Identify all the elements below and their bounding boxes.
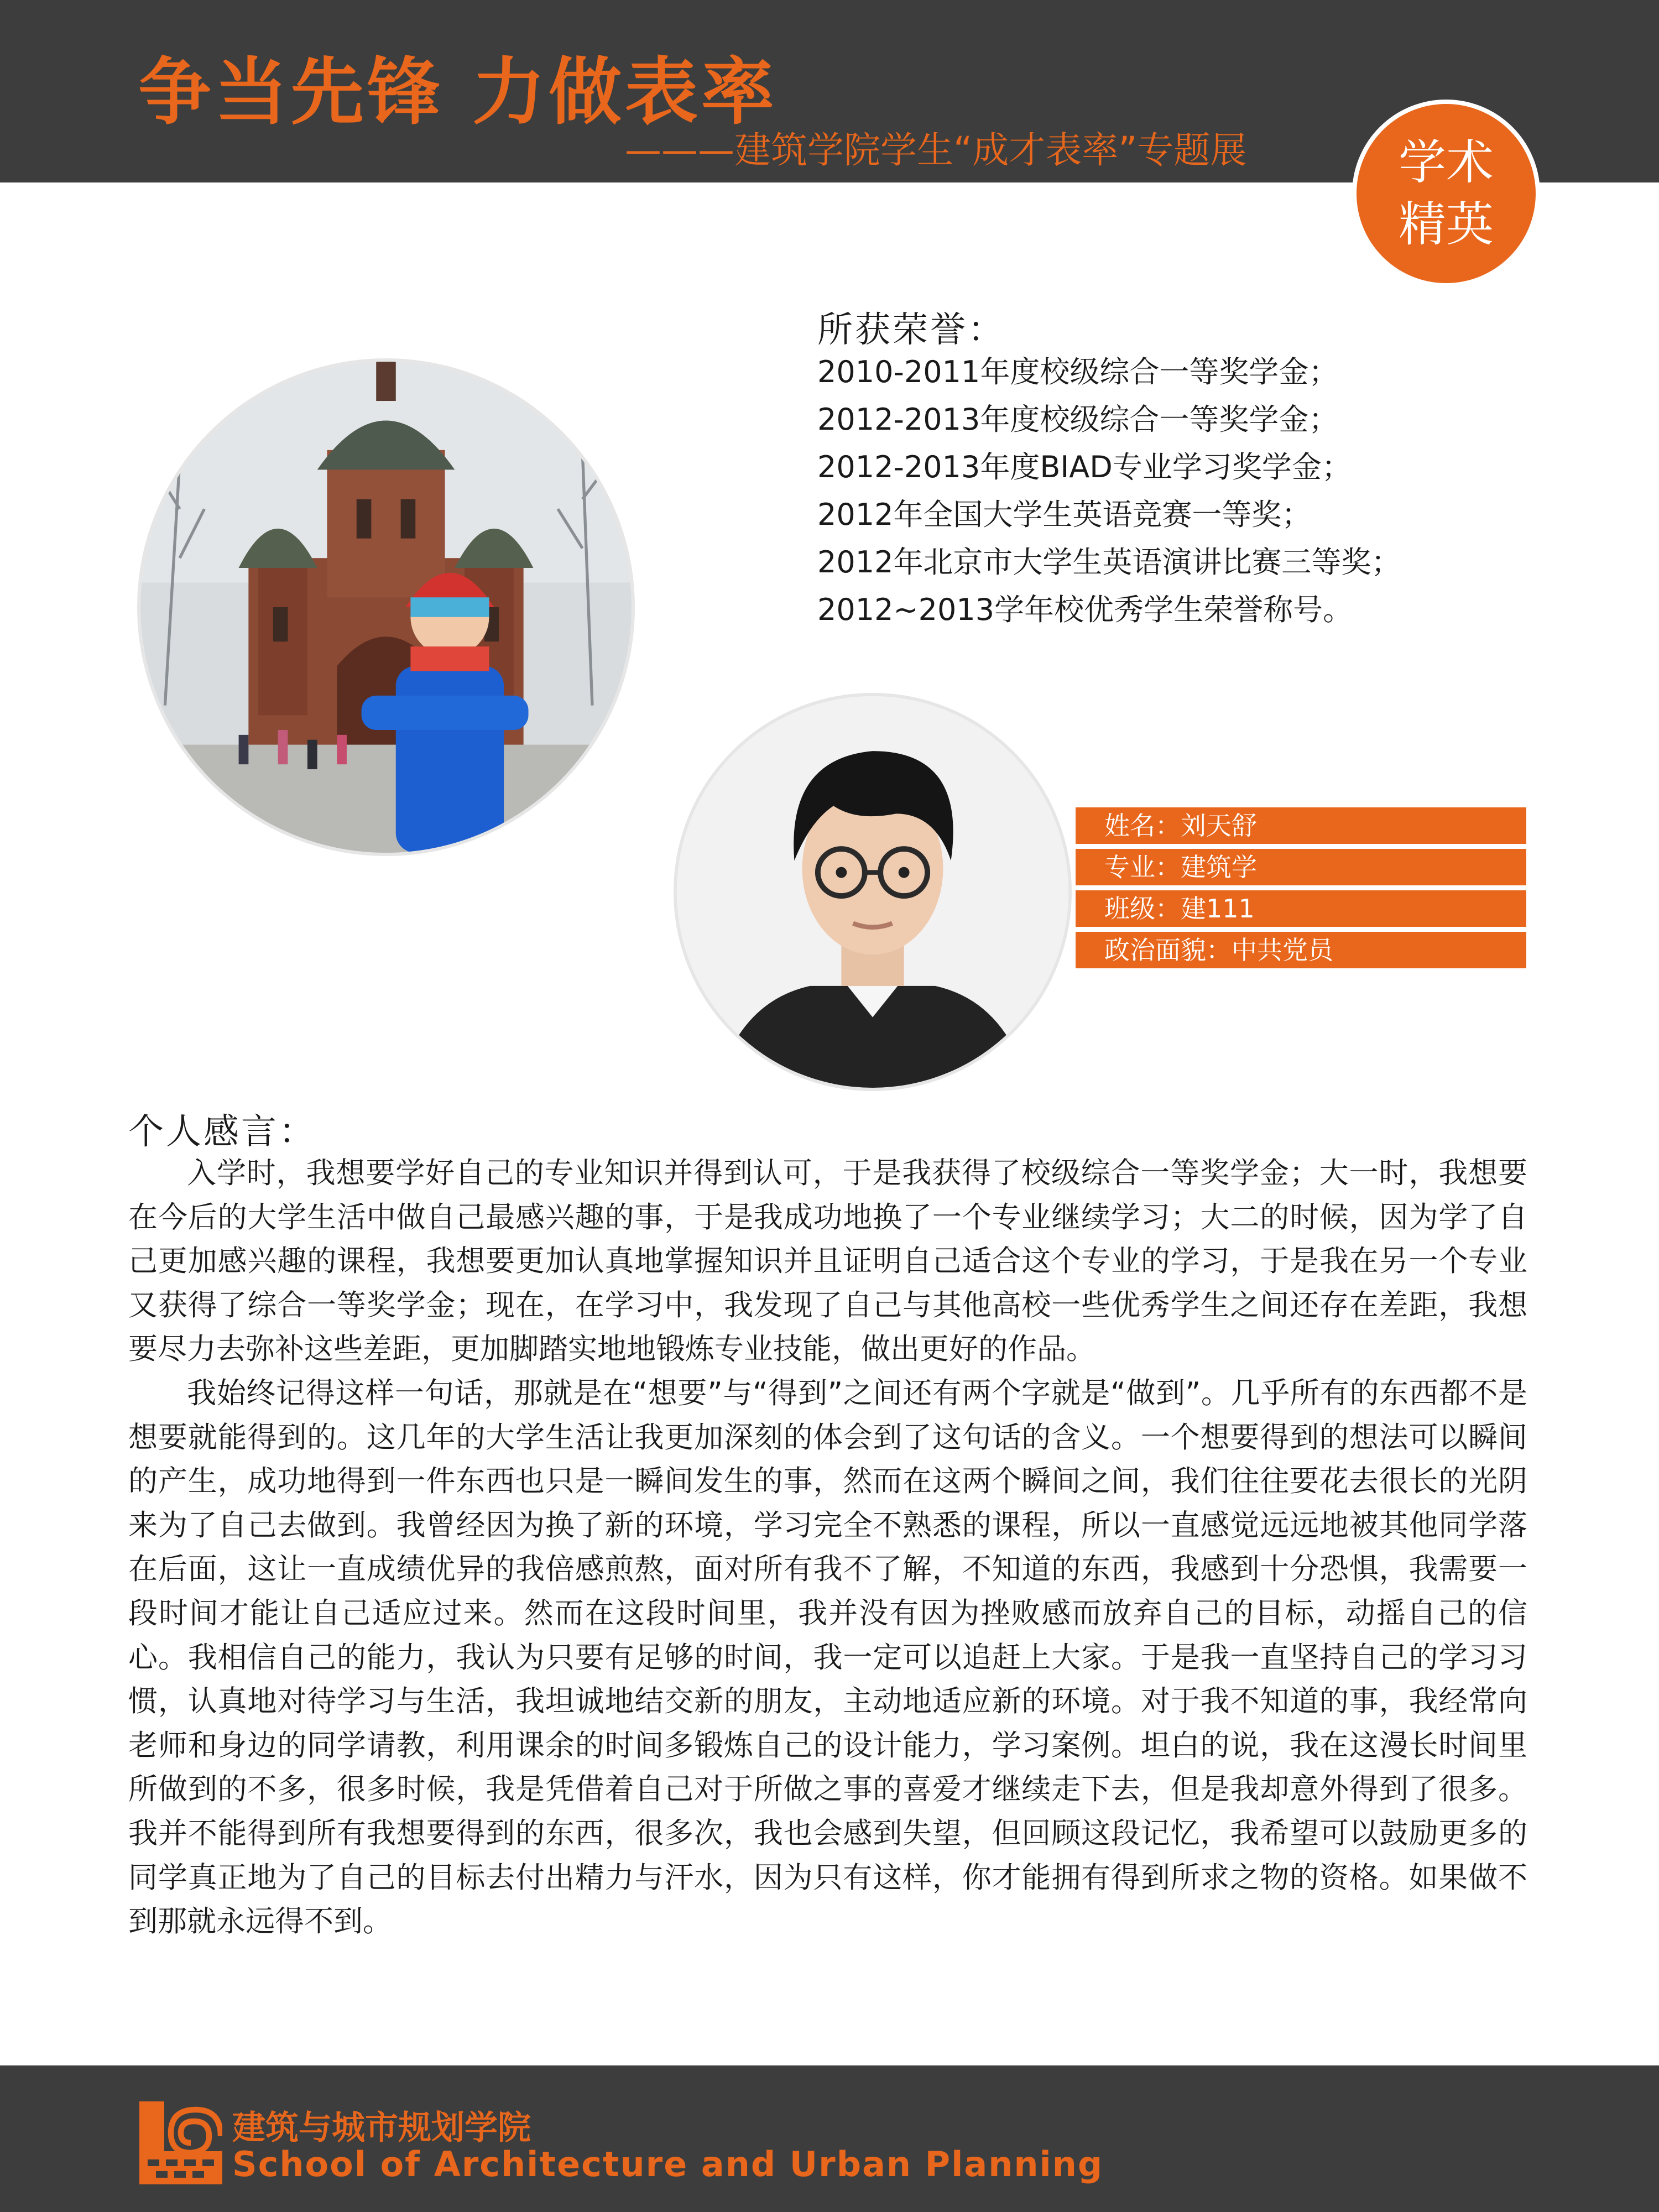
school-name-cn: 建筑与城市规划学院 bbox=[232, 2109, 531, 2147]
honor-item: 2012-2013年度BIAD专业学习奖学金； bbox=[817, 450, 1352, 484]
profile-class: 班级：建111 bbox=[1076, 890, 1526, 927]
category-badge bbox=[1352, 100, 1540, 288]
honors-list bbox=[817, 348, 1401, 634]
page-title: 争当先锋 力做表率 bbox=[138, 50, 778, 135]
page-subtitle: ———建筑学院学生“成才表率”专题展 bbox=[625, 129, 1247, 171]
cathedral-photo-image bbox=[140, 362, 632, 853]
spiral-logo-icon bbox=[139, 2101, 222, 2184]
cathedral-photo bbox=[137, 358, 635, 856]
footer-bar bbox=[0, 2065, 1659, 2212]
honor-item: 2012-2013年度校级综合一等奖学金； bbox=[817, 402, 1339, 437]
essay-paragraph: 入学时，我想要学好自己的专业知识并得到认可，于是我获得了校级综合一等奖学金；大一时，我想要在今后的大学生活中做自己最感兴趣的事，于是我成功地换了一个专业继续学习；大二的时候，因为学了自己更加感兴趣的课程，我想要更加认真地掌握知识并且证明自己适合这个专业的学习，于是我在另一个专业又获得了综合一等奖学金；现在，在学习中，我发现了自己与其他高校一些优秀学生之间还存在差距，我想要尽力去弥补这些差距，更加脚踏实地地锻炼专业技能，做出更好的作品。 bbox=[128, 1156, 1527, 1366]
essay-heading: 个人感言： bbox=[128, 1112, 316, 1152]
profile-political: 政治面貌：中共党员 bbox=[1076, 932, 1526, 968]
honors-heading: 所获荣誉： bbox=[817, 310, 1005, 351]
school-name-en: School of Architecture and Urban Planning bbox=[232, 2144, 1104, 2184]
badge-line-1: 学术 bbox=[1399, 135, 1494, 190]
profile-info bbox=[1076, 807, 1526, 973]
profile-major: 专业：建筑学 bbox=[1076, 849, 1526, 885]
portrait-photo-image bbox=[677, 696, 1068, 1088]
portrait-photo bbox=[674, 693, 1072, 1091]
honor-item: 2012年全国大学生英语竞赛一等奖； bbox=[817, 497, 1312, 532]
honor-item: 2012年北京市大学生英语演讲比赛三等奖； bbox=[817, 545, 1401, 580]
honor-item: 2012~2013学年校优秀学生荣誉称号。 bbox=[817, 592, 1353, 627]
profile-name: 姓名：刘天舒 bbox=[1076, 807, 1526, 844]
honor-item: 2010-2011年度校级综合一等奖学金； bbox=[817, 354, 1339, 389]
essay-body bbox=[128, 1151, 1527, 1944]
essay-paragraph: 我始终记得这样一句话，那就是在“想要”与“得到”之间还有两个字就是“做到”。几乎所有的东西都不是想要就能得到的。这几年的大学生活让我更加深刻的体会到了这句话的含义。一个想要得到的想法可以瞬间的产生，成功地得到一件东西也只是一瞬间发生的事，然而在这两个瞬间之间，我们往往要花去很长的光阴来为了自己去做到。我曾经因为换了新的环境，学习完全不熟悉的课程，所以一直感觉远远地被其他同学落在后面，这让一直成绩优异的我倍感煎熬，面对所有我不了解，不知道的东西，我感到十分恐惧，我需要一段时间才能让自己适应过来。然而在这段时间里，我并没有因为挫败感而放弃自己的目标，动摇自己的信心。我相信自己的能力，我认为只要有足够的时间，我一定可以追赶上大家。于是我一直坚持自己的学习习惯，认真地对待学习与生活，我坦诚地结交新的朋友，主动地适应新的环境。对于我不知道的事，我经常向老师和身边的同学请教，利用课余的时间多锻炼自己的设计能力，学习案例。坦白的说，我在这漫长时间里所做到的不多，很多时候，我是凭借着自己对于所做之事的喜爱才继续走下去，但是我却意外得到了很多。我并不能得到所有我想要得到的东西，很多次，我也会感到失望，但回顾这段记忆，我希望可以鼓励更多的同学真正地为了自己的目标去付出精力与汗水，因为只有这样，你才能拥有得到所求之物的资格。如果做不到那就永远得不到。 bbox=[128, 1376, 1527, 1939]
badge-line-2: 精英 bbox=[1399, 197, 1494, 252]
